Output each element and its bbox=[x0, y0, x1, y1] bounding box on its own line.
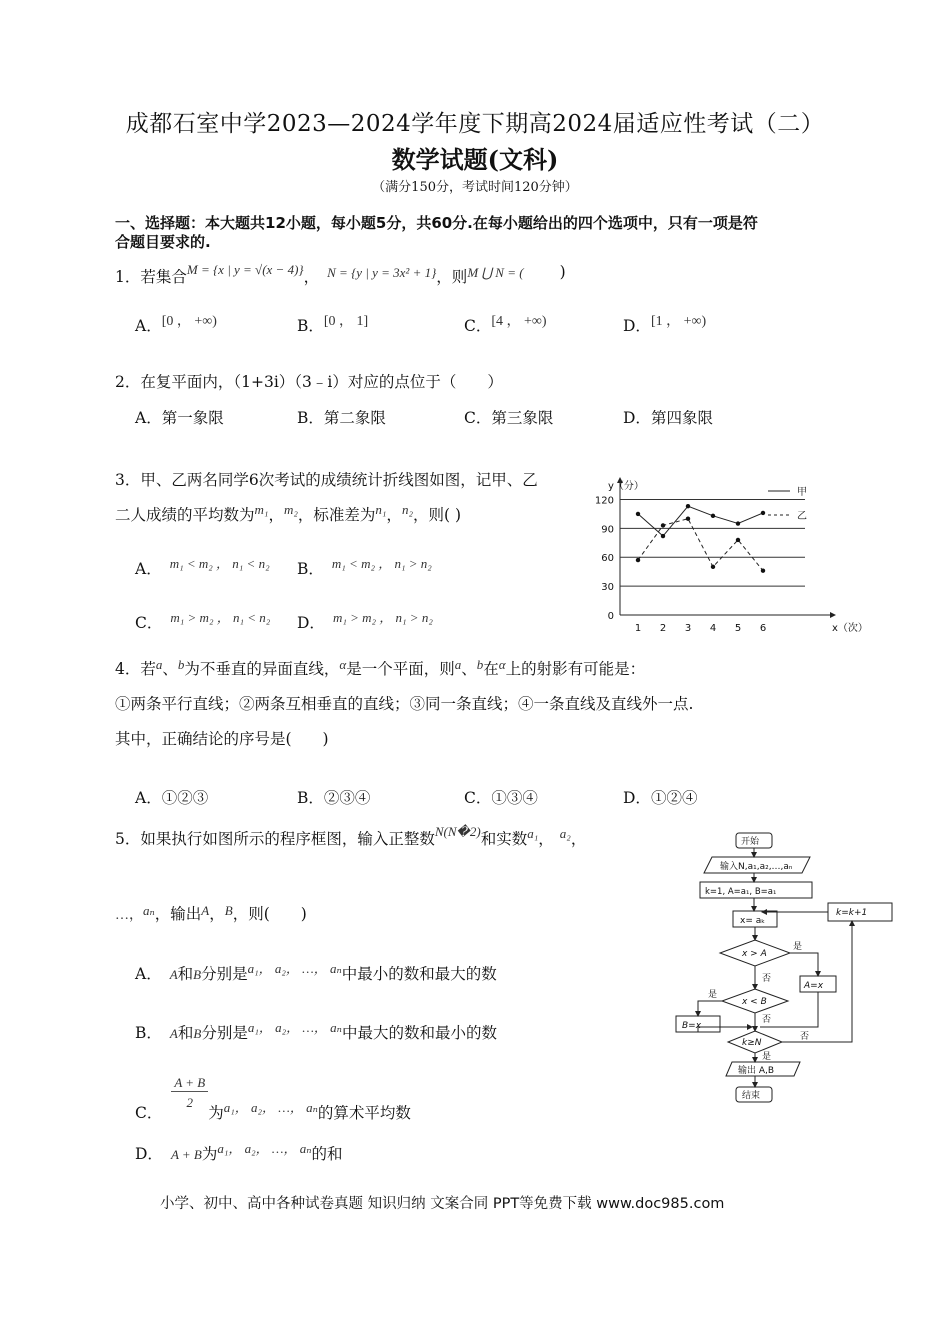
q3-text-c: ，则( ) bbox=[412, 506, 461, 524]
exam-title: 成都石室中学2023—2024学年度下期高2024届适应性考试（二） bbox=[125, 111, 825, 137]
q4-sep: 、 bbox=[461, 660, 477, 678]
flow-output-text: 输出 A,B bbox=[738, 1066, 775, 1076]
option-text: 为 bbox=[201, 1145, 218, 1163]
q1-set-m: M = {x | y = √(x − 4)} bbox=[186, 262, 304, 277]
x-tick-label: 6 bbox=[759, 623, 767, 634]
q1-option-d bbox=[623, 314, 706, 336]
data-point bbox=[761, 569, 765, 573]
data-point bbox=[736, 521, 740, 525]
option-label: C． bbox=[464, 409, 492, 427]
option-value: m₁ < m₂ ， n₁ < n₂ bbox=[169, 556, 270, 571]
q4-option-a bbox=[135, 786, 208, 808]
option-label: A． bbox=[135, 560, 162, 578]
program-flowchart bbox=[670, 825, 900, 1110]
option-value: 第三象限 bbox=[491, 409, 554, 427]
q4-var-a: a bbox=[454, 657, 462, 672]
flow-yes3-text: 是 bbox=[762, 1052, 772, 1062]
q4-text: 4．若 bbox=[115, 660, 156, 678]
option-label: C． bbox=[464, 789, 492, 807]
question-4-line2: ①两条平行直线；②两条互相垂直的直线；③同一条直线；④一条直线及直线外一点. bbox=[115, 695, 694, 713]
option-math: A bbox=[169, 967, 178, 982]
q1-option-a bbox=[135, 314, 217, 336]
option-math: A bbox=[169, 1026, 178, 1041]
series-line-1 bbox=[638, 506, 763, 536]
option-value: 第二象限 bbox=[323, 409, 386, 427]
option-value: ①②③ bbox=[161, 789, 209, 807]
option-label: C． bbox=[464, 317, 492, 335]
x-tick-label: 2 bbox=[659, 623, 667, 634]
q5-sep: ， bbox=[538, 830, 554, 848]
q3-option-b bbox=[297, 557, 432, 579]
q5-text: 和实数 bbox=[480, 830, 528, 848]
legend-label: 乙 bbox=[797, 511, 807, 522]
q4-var-b: b bbox=[476, 657, 484, 672]
q4-text: 是一个平面，则 bbox=[346, 660, 455, 678]
y-tick-label: 0 bbox=[607, 611, 614, 622]
fraction-denominator: 2 bbox=[186, 1095, 194, 1110]
option-label: B． bbox=[297, 560, 324, 578]
x-tick-label: 3 bbox=[684, 623, 692, 634]
flow-cond1-text: x > A bbox=[742, 949, 767, 959]
q5-a1: a₁ bbox=[527, 826, 539, 841]
x-axis-label: x（次） bbox=[832, 623, 868, 634]
option-label: B． bbox=[297, 409, 324, 427]
question-1 bbox=[115, 262, 566, 287]
flow-seta-text: A=x bbox=[804, 981, 824, 991]
option-label: D． bbox=[623, 409, 651, 427]
footer-text: 小学、初中、高中各种试卷真题 知识归纳 文案合同 PPT等免费下载 www.doc985.com bbox=[160, 1196, 725, 1212]
option-label: D． bbox=[623, 317, 651, 335]
flow-start-text: 开始 bbox=[741, 837, 760, 847]
q4-var-b: b bbox=[177, 657, 185, 672]
option-math: B bbox=[193, 967, 202, 982]
option-value: [0 ， +∞) bbox=[161, 314, 217, 329]
legend-label: 甲 bbox=[797, 487, 807, 498]
data-point bbox=[686, 517, 690, 521]
y-tick-label: 120 bbox=[594, 495, 614, 507]
q1-then: ，则 bbox=[436, 268, 468, 286]
data-point bbox=[736, 538, 740, 542]
option-label: B． bbox=[135, 1024, 162, 1042]
q1-union: M ⋃ N = ( bbox=[467, 265, 524, 280]
option-math: a₁， a₂， …， aₙ bbox=[247, 1020, 342, 1035]
option-label: D． bbox=[135, 1145, 163, 1163]
data-point bbox=[661, 534, 665, 538]
option-text: 分别是 bbox=[201, 965, 248, 983]
data-point bbox=[636, 558, 640, 562]
question-5-line2 bbox=[115, 902, 307, 924]
q1-option-b bbox=[297, 314, 368, 336]
q5-text: …， bbox=[115, 908, 143, 923]
q3-option-d bbox=[297, 611, 433, 633]
q4-option-d bbox=[623, 786, 697, 808]
option-value: m₁ > m₂ ， n₁ < n₂ bbox=[170, 610, 271, 625]
q3-option-c bbox=[135, 611, 270, 633]
q4-text: 上的射影有可能是： bbox=[505, 660, 646, 678]
q4-var-a: a bbox=[155, 657, 163, 672]
option-label: D． bbox=[297, 614, 325, 632]
option-text: 中最大的数和最小的数 bbox=[341, 1024, 497, 1042]
q3-sep: ， bbox=[268, 506, 284, 524]
score-line-chart bbox=[590, 475, 868, 640]
option-label: A． bbox=[135, 317, 162, 335]
q5-a2: a₂ bbox=[559, 826, 571, 841]
option-math: a₁， a₂， …， aₙ bbox=[217, 1141, 312, 1156]
q3-option-a bbox=[135, 557, 270, 579]
flow-cond3-text: k≥N bbox=[742, 1038, 762, 1048]
option-math: B bbox=[193, 1026, 202, 1041]
x-tick-label: 1 bbox=[634, 623, 642, 634]
option-label: D． bbox=[623, 789, 651, 807]
q5-var-a: A bbox=[201, 903, 210, 918]
flow-no2-text: 否 bbox=[762, 1015, 772, 1025]
q5-text: ，则( ) bbox=[232, 905, 307, 923]
flow-no3-text: 否 bbox=[800, 1032, 810, 1042]
q5-text: 5．如果执行如图所示的程序框图，输入正整数 bbox=[115, 830, 435, 848]
exam-note: （满分150分，考试时间120分钟） bbox=[372, 180, 578, 195]
q1-set-n: N = {y | y = 3x² + 1} bbox=[327, 265, 437, 280]
q3-m1: m₁ bbox=[254, 502, 269, 517]
option-value: m₁ < m₂ ， n₁ > n₂ bbox=[331, 556, 432, 571]
option-math: a₁， a₂， …， aₙ bbox=[247, 961, 342, 976]
option-value: [4 ， +∞) bbox=[491, 314, 547, 329]
q4-option-b bbox=[297, 786, 370, 808]
question-5-line1 bbox=[115, 824, 587, 849]
question-2: 2．在复平面内，（1+3i）（3﹣i）对应的点位于（ ） bbox=[115, 373, 503, 391]
option-text: 和 bbox=[177, 1024, 194, 1042]
option-value: ②③④ bbox=[323, 789, 371, 807]
fraction-numerator: A + B bbox=[171, 1075, 208, 1092]
option-value: 第一象限 bbox=[161, 409, 224, 427]
q5-option-d bbox=[135, 1142, 343, 1164]
flow-no1-text: 否 bbox=[762, 974, 772, 984]
q5-text: ，输出 bbox=[154, 905, 202, 923]
series-line-2 bbox=[638, 519, 763, 571]
flow-setb-text: B=x bbox=[682, 1021, 702, 1031]
q3-n1: n₁ bbox=[375, 502, 387, 517]
option-label: B． bbox=[297, 789, 324, 807]
q4-sep: 、 bbox=[162, 660, 178, 678]
flow-cond2-text: x < B bbox=[742, 997, 767, 1007]
data-point bbox=[686, 504, 690, 508]
option-text: 和 bbox=[177, 965, 194, 983]
flow-end-text: 结束 bbox=[742, 1091, 761, 1101]
question-3-line1: 3．甲、乙两名同学6次考试的成绩统计折线图如图，记甲、乙 bbox=[115, 471, 538, 489]
q5-n-expr: N(N�2) bbox=[434, 824, 481, 839]
exam-subtitle: 数学试题(文科) bbox=[391, 145, 559, 174]
q2-option-d bbox=[623, 406, 713, 428]
option-text: 分别是 bbox=[201, 1024, 248, 1042]
option-text: 中最小的数和最大的数 bbox=[341, 965, 497, 983]
question-4-line1 bbox=[115, 657, 645, 679]
q3-n2: n₂ bbox=[401, 502, 413, 517]
option-label: C． bbox=[135, 614, 163, 632]
option-math: a₁， a₂， …， aₙ bbox=[223, 1100, 318, 1115]
q1-comma: ， bbox=[303, 268, 320, 286]
q2-option-a bbox=[135, 406, 224, 428]
fraction bbox=[171, 1075, 208, 1111]
question-3-line2 bbox=[115, 503, 461, 525]
flow-input-text: 输入N,a₁,a₂,…,aₙ bbox=[720, 862, 793, 872]
q5-option-a bbox=[135, 962, 497, 984]
option-math: A + B bbox=[170, 1147, 202, 1162]
option-label: B． bbox=[297, 317, 324, 335]
option-text: 的算术平均数 bbox=[317, 1104, 411, 1122]
option-label: A． bbox=[135, 965, 162, 983]
option-text: 为 bbox=[208, 1104, 224, 1122]
option-label: A． bbox=[135, 789, 162, 807]
option-label: C． bbox=[135, 1104, 163, 1122]
flow-yes1-text: 是 bbox=[793, 942, 803, 952]
q5-var-b: B bbox=[224, 903, 233, 918]
option-value: m₁ > m₂ ， n₁ > n₂ bbox=[332, 610, 433, 625]
flow-init-text: k=1, A=a₁, B=a₁ bbox=[705, 887, 777, 897]
q5-sep: ， bbox=[209, 905, 225, 923]
data-point bbox=[661, 523, 665, 527]
data-point bbox=[711, 514, 715, 518]
option-text: 的和 bbox=[311, 1145, 343, 1163]
y-tick-label: 60 bbox=[601, 553, 614, 565]
q4-text: 为不垂直的异面直线， bbox=[184, 660, 340, 678]
q4-var-alpha: α bbox=[498, 657, 506, 672]
q3-sep: ， bbox=[386, 506, 402, 524]
option-label: A． bbox=[135, 409, 162, 427]
q1-option-c bbox=[464, 314, 547, 336]
section-heading-line1: 一、选择题：本大题共12小题，每小题5分，共60分.在每小题给出的四个选项中，只有一项是符 bbox=[115, 214, 758, 232]
q1-close: ) bbox=[559, 263, 566, 281]
x-tick-label: 5 bbox=[734, 623, 742, 634]
q5-an: aₙ bbox=[143, 903, 155, 918]
q3-text-b: ，标准差为 bbox=[297, 506, 376, 524]
q3-m2: m₂ bbox=[283, 502, 298, 517]
q4-option-c bbox=[464, 786, 538, 808]
option-value: ①③④ bbox=[491, 789, 538, 807]
q4-var-alpha: α bbox=[339, 657, 347, 672]
data-point bbox=[636, 512, 640, 516]
y-axis-label: y（分） bbox=[608, 481, 644, 492]
flow-yes2-text: 是 bbox=[708, 990, 718, 1000]
question-4-line3: 其中，正确结论的序号是( ) bbox=[115, 730, 329, 748]
q5-option-b bbox=[135, 1021, 497, 1043]
x-axis-arrow bbox=[830, 612, 836, 618]
flow-inc-text: k=k+1 bbox=[836, 908, 868, 918]
q5-option-c bbox=[135, 1075, 411, 1122]
option-value: ①②④ bbox=[650, 789, 698, 807]
q2-option-c bbox=[464, 406, 553, 428]
data-point bbox=[711, 565, 715, 569]
option-value: 第四象限 bbox=[650, 409, 713, 427]
q5-sep: ， bbox=[570, 830, 587, 848]
q2-option-b bbox=[297, 406, 386, 428]
x-tick-label: 4 bbox=[709, 623, 717, 634]
q3-text-a: 二人成绩的平均数为 bbox=[115, 506, 255, 524]
y-tick-label: 90 bbox=[601, 524, 614, 536]
y-tick-label: 30 bbox=[601, 582, 614, 594]
option-value: [1 ， +∞) bbox=[650, 314, 707, 329]
section-heading-line2: 合题目要求的. bbox=[115, 233, 211, 251]
data-point bbox=[761, 511, 765, 515]
q4-text: 在 bbox=[483, 660, 499, 678]
flow-assign-text: x= aₖ bbox=[740, 916, 766, 926]
option-value: [0 ， 1] bbox=[323, 314, 369, 329]
q1-lead: 1．若集合 bbox=[115, 268, 187, 286]
